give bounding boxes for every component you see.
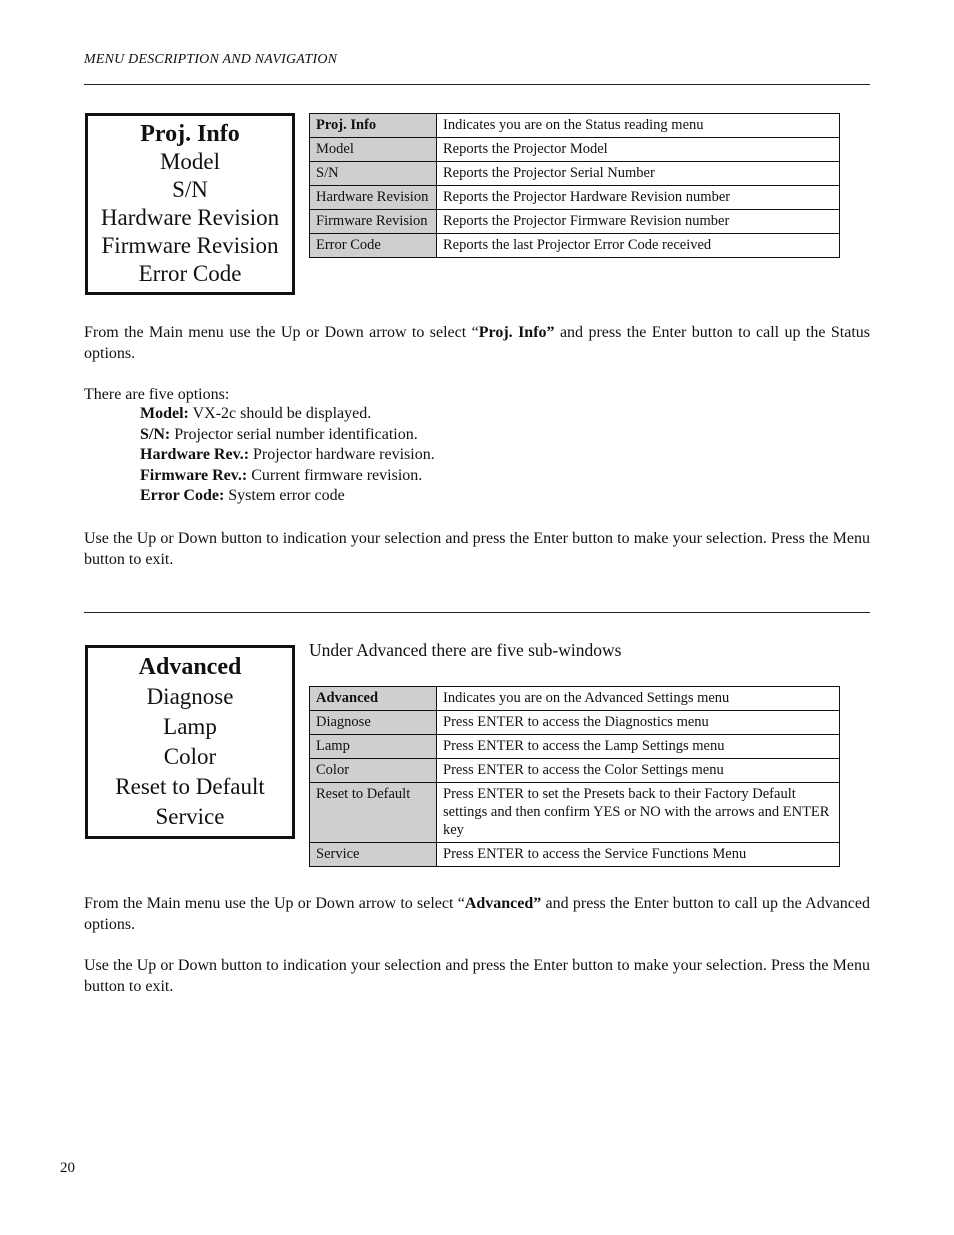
option-text: VX-2c should be displayed.: [188, 405, 372, 422]
menu-item: Firmware Revision: [101, 233, 279, 258]
menu-title: Proj. Info: [140, 121, 240, 147]
option-text: Current firmware revision.: [247, 466, 423, 484]
table-desc: Reports the Projector Serial Number: [437, 162, 840, 186]
table-key: Error Code: [310, 234, 437, 258]
table-row: [310, 843, 840, 867]
para-text: From the Main menu use the Up or Down arrow to select “: [84, 324, 479, 341]
menu-item: Diagnose: [146, 684, 234, 709]
table-row: [310, 687, 840, 711]
table-key: Hardware Revision: [310, 186, 437, 210]
option-text: Projector hardware revision.: [249, 446, 435, 464]
advanced-table: [309, 686, 840, 867]
table-desc: Reports the Projector Hardware Revision number: [437, 186, 840, 210]
option-label: S/N:: [140, 425, 171, 443]
menu-item: Service: [155, 804, 225, 829]
menu-item: Reset to Default: [115, 774, 265, 799]
table-key: Service: [310, 843, 437, 867]
table-desc: Indicates you are on the Status reading menu: [437, 114, 840, 138]
para-text: and press the Enter button to call up the Status options.: [84, 324, 871, 362]
option-text: Projector serial number identification.: [170, 425, 418, 443]
table-desc: Indicates you are on the Advanced Settings menu: [437, 687, 840, 711]
table-desc: Press ENTER to access the Service Functions Menu: [437, 843, 840, 867]
section-rule: [84, 612, 870, 613]
table-desc: Reports the last Projector Error Code received: [437, 234, 840, 258]
table-row: [310, 783, 840, 843]
option-label: Firmware Rev.:: [140, 466, 248, 484]
table-row: [310, 162, 840, 186]
proj-info-table: [309, 113, 840, 258]
option-item: [140, 425, 435, 446]
options-list: [140, 404, 435, 507]
table-key: Proj. Info: [310, 114, 437, 138]
menu-item: Color: [163, 744, 217, 769]
para-bold: Advanced”: [464, 895, 542, 912]
table-key: Firmware Revision: [310, 210, 437, 234]
table-desc: Reports the Projector Firmware Revision number: [437, 210, 840, 234]
table-row: [310, 186, 840, 210]
table-desc: Press ENTER to access the Diagnostics menu: [437, 711, 840, 735]
option-text: System error code: [224, 487, 345, 505]
table-row: [310, 114, 840, 138]
running-header: MENU DESCRIPTION AND NAVIGATION: [84, 52, 338, 67]
option-item: [140, 404, 435, 425]
table-row: [310, 711, 840, 735]
table-row: [310, 138, 840, 162]
advanced-caption: Under Advanced there are five sub-windows: [309, 640, 622, 660]
option-label: Error Code:: [140, 487, 225, 505]
table-key: Reset to Default: [310, 783, 437, 843]
option-item: [140, 486, 435, 507]
proj-info-paragraph: [84, 322, 870, 364]
proj-info-menu-box: [85, 113, 295, 295]
menu-title: Advanced: [138, 654, 242, 680]
table-key: Advanced: [310, 687, 437, 711]
table-desc: Press ENTER to access the Lamp Settings menu: [437, 735, 840, 759]
table-key: Model: [310, 138, 437, 162]
menu-item: S/N: [172, 177, 208, 202]
table-desc: Press ENTER to set the Presets back to their Factory Default settings and then confirm YES or NO with the arrows and ENTER key: [437, 783, 840, 843]
header-rule: [84, 84, 870, 85]
para-bold: Proj. Info”: [478, 324, 555, 341]
table-key: Color: [310, 759, 437, 783]
option-item: [140, 466, 435, 487]
advanced-paragraph: [84, 893, 870, 935]
table-desc: Reports the Projector Model: [437, 138, 840, 162]
table-key: S/N: [310, 162, 437, 186]
table-row: [310, 234, 840, 258]
menu-item: Hardware Revision: [100, 205, 280, 230]
usage-paragraph: Use the Up or Down button to indication your selection and press the Enter button to make your selection. Press the Menu button to exit.: [84, 957, 870, 995]
advanced-menu-box: [85, 645, 295, 839]
menu-item: Lamp: [163, 714, 217, 739]
menu-item: Model: [159, 149, 221, 174]
options-intro: There are five options:: [84, 386, 230, 403]
para-text: and press the Enter button to call up the Advanced options.: [84, 895, 870, 933]
table-key: Lamp: [310, 735, 437, 759]
para-text: From the Main menu use the Up or Down arrow to select “: [84, 895, 465, 912]
page-number: 20: [60, 1160, 75, 1176]
table-row: [310, 759, 840, 783]
option-item: [140, 445, 435, 466]
option-label: Hardware Rev.:: [140, 446, 250, 464]
table-row: [310, 735, 840, 759]
option-label: Model:: [140, 405, 189, 422]
table-desc: Press ENTER to access the Color Settings menu: [437, 759, 840, 783]
menu-item: Error Code: [138, 261, 242, 286]
usage-paragraph: Use the Up or Down button to indication your selection and press the Enter button to make your selection. Press the Menu button to exit.: [84, 530, 870, 568]
table-key: Diagnose: [310, 711, 437, 735]
table-row: [310, 210, 840, 234]
